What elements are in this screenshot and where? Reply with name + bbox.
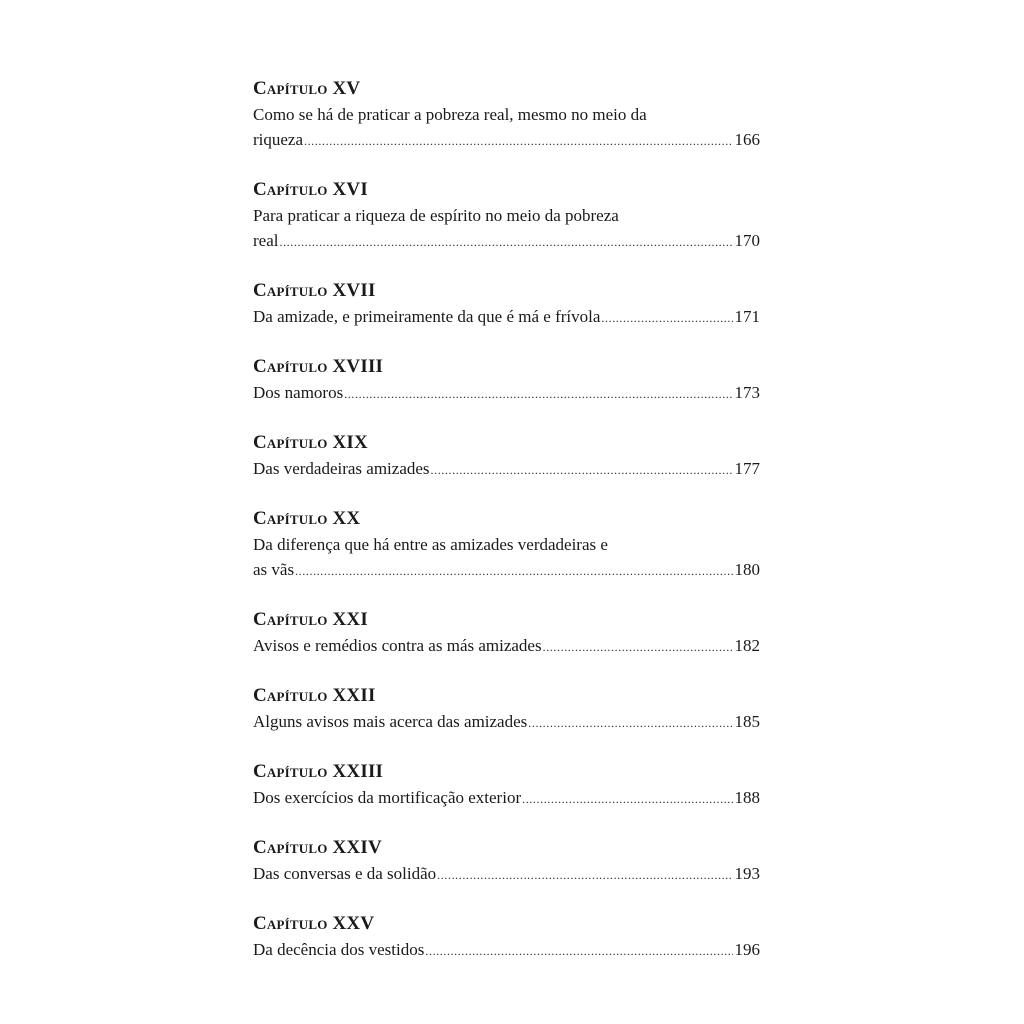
- chapter-title-last-line: Avisos e remédios contra as más amizades: [253, 636, 542, 655]
- chapter-word: Capítulo: [253, 179, 328, 200]
- chapter-heading: [253, 430, 760, 456]
- toc-leader-line[interactable]: [253, 304, 760, 329]
- page-number: 196: [734, 940, 760, 959]
- toc-leader-line[interactable]: [253, 709, 760, 734]
- toc-leader-line[interactable]: [253, 861, 760, 886]
- chapter-title-last-line: real: [253, 231, 279, 250]
- toc-entry: [253, 835, 760, 886]
- chapter-heading: [253, 607, 760, 633]
- chapter-heading: [253, 354, 760, 380]
- dot-leader: [425, 939, 732, 964]
- toc-entry: [253, 177, 760, 253]
- toc-leader-line[interactable]: [253, 937, 760, 962]
- toc-entry: [253, 683, 760, 734]
- toc-entry: [253, 911, 760, 962]
- chapter-word: Capítulo: [253, 508, 328, 529]
- toc-entry: [253, 430, 760, 481]
- dot-leader: [279, 230, 732, 255]
- chapter-heading: [253, 278, 760, 304]
- chapter-heading: [253, 835, 760, 861]
- toc-leader-line[interactable]: [253, 456, 760, 481]
- chapter-heading: [253, 76, 760, 102]
- dot-leader: [528, 711, 732, 736]
- dot-leader: [601, 306, 732, 331]
- chapter-heading: [253, 911, 760, 937]
- chapter-heading: [253, 759, 760, 785]
- dot-leader: [304, 129, 732, 154]
- chapter-word: Capítulo: [253, 761, 328, 782]
- chapter-number: XXIV: [332, 837, 382, 858]
- chapter-title-last-line: Das conversas e da solidão: [253, 864, 437, 883]
- chapter-word: Capítulo: [253, 78, 328, 99]
- chapter-title-last-line: Da decência dos vestidos: [253, 940, 425, 959]
- chapter-number: XXV: [332, 913, 375, 934]
- chapter-title-last-line: Dos exercícios da mortificação exterior: [253, 788, 522, 807]
- page-number: 171: [734, 307, 760, 326]
- chapter-word: Capítulo: [253, 685, 328, 706]
- chapter-number: XIX: [332, 432, 368, 453]
- toc-leader-line[interactable]: [253, 557, 760, 582]
- chapter-number: XVII: [332, 280, 376, 301]
- chapter-word: Capítulo: [253, 280, 328, 301]
- dot-leader: [437, 863, 732, 888]
- dot-leader: [522, 787, 732, 812]
- toc-entry: [253, 607, 760, 658]
- chapter-title-last-line: Das verdadeiras amizades: [253, 459, 430, 478]
- dot-leader: [295, 559, 732, 584]
- toc-leader-line[interactable]: [253, 380, 760, 405]
- chapter-word: Capítulo: [253, 837, 328, 858]
- toc-leader-line[interactable]: [253, 633, 760, 658]
- chapter-number: XXI: [332, 609, 368, 630]
- toc-entry: [253, 278, 760, 329]
- chapter-number: XX: [332, 508, 361, 529]
- toc-leader-line[interactable]: [253, 228, 760, 253]
- dot-leader: [344, 382, 732, 407]
- chapter-title-last-line: as vãs: [253, 560, 295, 579]
- page-number: 173: [734, 383, 760, 402]
- chapter-title-last-line: riqueza: [253, 130, 304, 149]
- chapter-word: Capítulo: [253, 913, 328, 934]
- page-number: 180: [734, 560, 760, 579]
- table-of-contents: [253, 76, 760, 987]
- page-number: 185: [734, 712, 760, 731]
- page-number: 177: [734, 459, 760, 478]
- chapter-number: XVI: [332, 179, 368, 200]
- chapter-title-last-line: Da amizade, e primeiramente da que é má e frívola: [253, 307, 601, 326]
- chapter-word: Capítulo: [253, 432, 328, 453]
- chapter-heading: [253, 177, 760, 203]
- chapter-heading: [253, 506, 760, 532]
- toc-entry: [253, 506, 760, 582]
- dot-leader: [431, 458, 733, 483]
- chapter-title-line: Como se há de praticar a pobreza real, mesmo no meio da: [253, 105, 647, 124]
- page-number: 170: [734, 231, 760, 250]
- toc-leader-line[interactable]: [253, 785, 760, 810]
- chapter-title-line: Para praticar a riqueza de espírito no meio da pobreza: [253, 206, 619, 225]
- toc-entry: [253, 759, 760, 810]
- chapter-word: Capítulo: [253, 609, 328, 630]
- chapter-heading: [253, 683, 760, 709]
- chapter-number: XXII: [332, 685, 376, 706]
- page-number: 188: [734, 788, 760, 807]
- toc-entry: [253, 354, 760, 405]
- toc-leader-line[interactable]: [253, 127, 760, 152]
- page-number: 166: [734, 130, 760, 149]
- toc-entry: [253, 76, 760, 152]
- chapter-word: Capítulo: [253, 356, 328, 377]
- chapter-number: XVIII: [332, 356, 384, 377]
- chapter-number: XXIII: [332, 761, 384, 782]
- page-number: 182: [734, 636, 760, 655]
- page-number: 193: [734, 864, 760, 883]
- chapter-title-last-line: Alguns avisos mais acerca das amizades: [253, 712, 528, 731]
- chapter-title-line: Da diferença que há entre as amizades verdadeiras e: [253, 535, 608, 554]
- chapter-title-last-line: Dos namoros: [253, 383, 344, 402]
- chapter-number: XV: [332, 78, 361, 99]
- dot-leader: [543, 635, 733, 660]
